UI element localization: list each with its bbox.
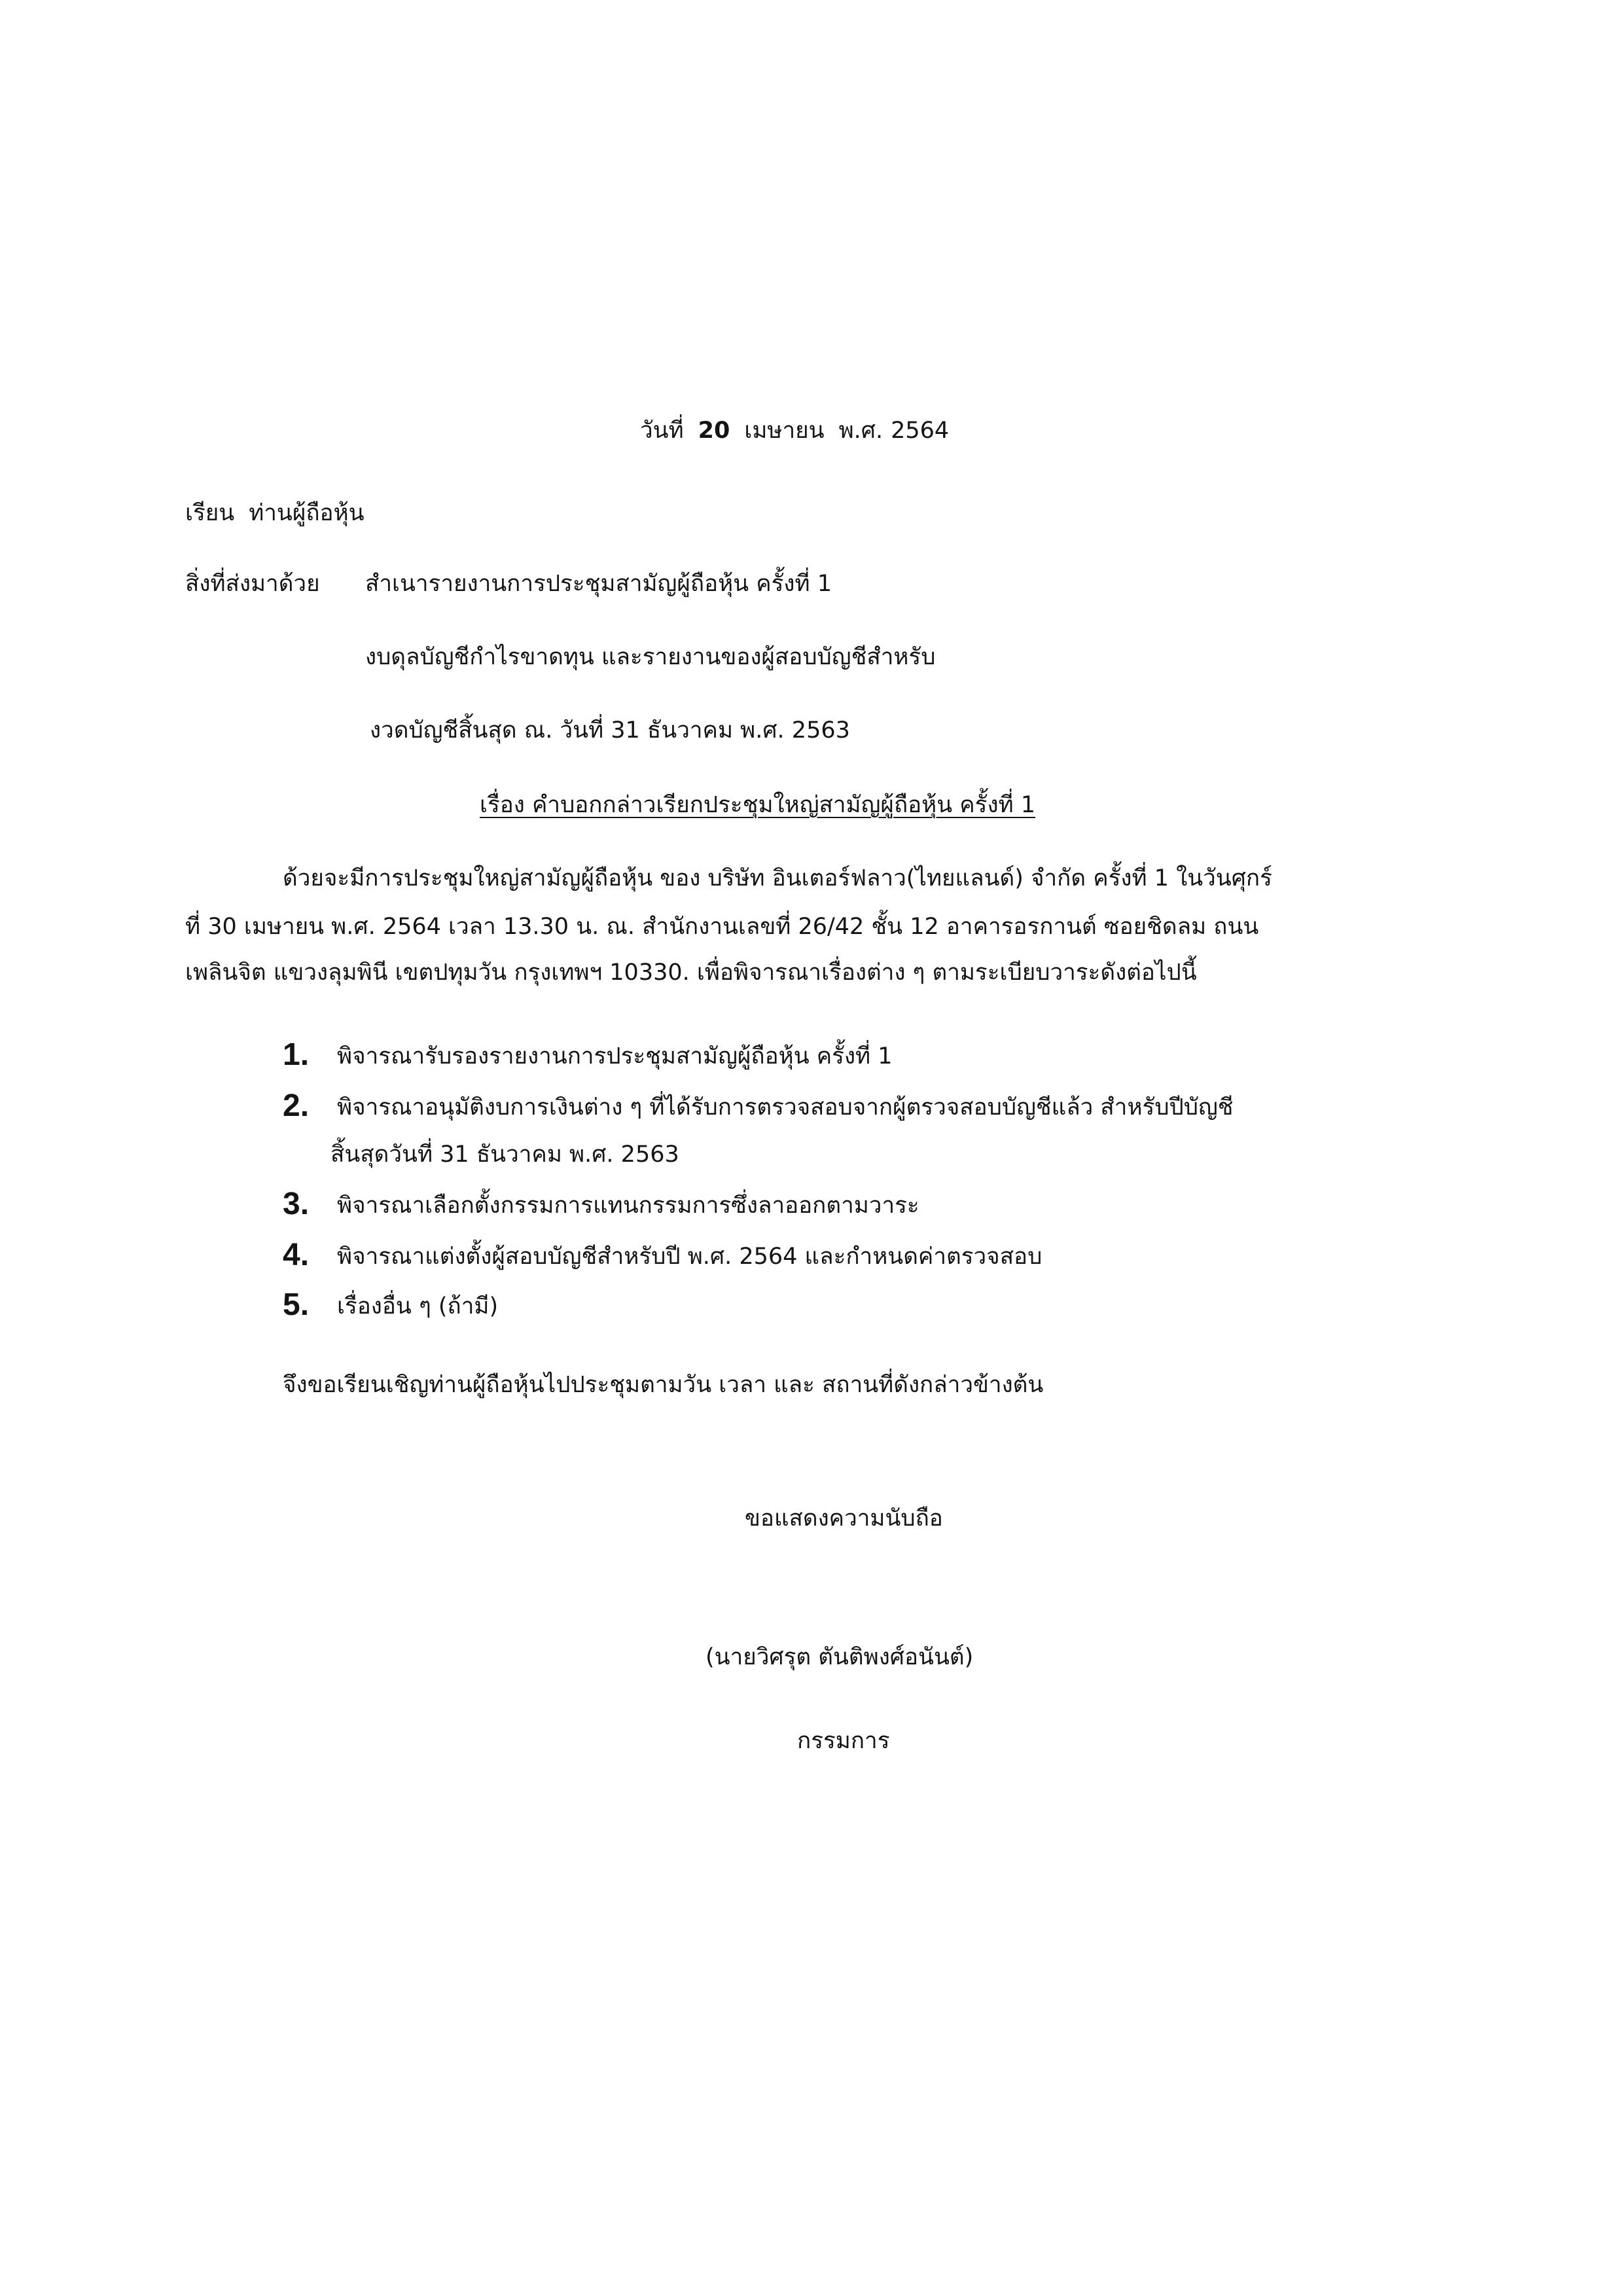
closing-text: ขอแสดงความนับถือ	[745, 1505, 943, 1532]
date-day: 20	[698, 418, 730, 444]
enclosure-item: งวดบัญชีสิ้นสุด ณ. วันที่ 31 ธันวาคม พ.ศ. 2563	[370, 717, 850, 744]
agenda-text: พิจารณาแต่งตั้งผู้สอบบัญชีสำหรับปี พ.ศ. 2564 และกำหนดค่าตรวจสอบ	[337, 1244, 1043, 1270]
subject-heading: เรื่อง คำบอกกล่าวเรียกประชุมใหญ่สามัญผู้ถือหุ้น ครั้งที่ 1	[480, 792, 1036, 818]
enclosure-item: งบดุลบัญชีกำไรขาดทุน และรายงานของผู้สอบบัญชีสำหรับ	[365, 644, 936, 670]
body-line: ที่ 30 เมษายน พ.ศ. 2564 เวลา 13.30 น. ณ. สำนักงานเลขที่ 26/42 ชั้น 12 อาคารอรกานต์ ซอยชิดลม ถนน	[185, 914, 1259, 940]
enclosures-label: สิ่งที่ส่งมาด้วย	[185, 571, 320, 597]
salutation	[185, 497, 365, 529]
date-year: 2564	[891, 418, 950, 444]
letter-date	[640, 415, 949, 446]
agenda-number: 1.	[283, 1037, 310, 1072]
enclosure-item: สำเนารายงานการประชุมสามัญผู้ถือหุ้น ครั้งที่ 1	[365, 571, 832, 597]
signatory-name: (นายวิศรุต ตันติพงศ์อนันต์)	[705, 1644, 974, 1670]
salutation-recipient: ท่านผู้ถือหุ้น	[249, 500, 365, 526]
invitation-text: จึงขอเรียนเชิญท่านผู้ถือหุ้นไปประชุมตามวัน เวลา และ สถานที่ดังกล่าวข้างต้น	[283, 1372, 1044, 1398]
signatory-title: กรรมการ	[797, 1728, 890, 1754]
agenda-number: 3.	[283, 1187, 310, 1221]
agenda-text: พิจารณาเลือกตั้งกรรมการแทนกรรมการซึ่งลาออกตามวาระ	[337, 1193, 919, 1219]
agenda-text: เรื่องอื่น ๆ (ถ้ามี)	[337, 1293, 499, 1319]
agenda-number: 2.	[283, 1088, 310, 1123]
agenda-number: 5.	[283, 1287, 310, 1322]
agenda-text: พิจารณารับรองรายงานการประชุมสามัญผู้ถือหุ้น ครั้งที่ 1	[337, 1043, 893, 1069]
agenda-text: สิ้นสุดวันที่ 31 ธันวาคม พ.ศ. 2563	[330, 1141, 679, 1168]
agenda-number: 4.	[283, 1238, 310, 1272]
body-line: ด้วยจะมีการประชุมใหญ่สามัญผู้ถือหุ้น ของ บริษัท อินเตอร์ฟลาว(ไทยแลนด์) จำกัด ครั้งที่ 1 ในวันศุกร์	[283, 865, 1272, 891]
date-prefix: วันที่	[640, 418, 684, 444]
body-line: เพลินจิต แขวงลุมพินี เขตปทุมวัน กรุงเทพฯ 10330. เพื่อพิจารณาเรื่องต่าง ๆ ตามระเบียบวาระดังต่อไปนี้	[185, 960, 1197, 986]
salutation-label: เรียน	[185, 500, 235, 526]
date-era: พ.ศ.	[838, 418, 883, 444]
date-month: เมษายน	[744, 418, 825, 444]
agenda-text: พิจารณาอนุมัติงบการเงินต่าง ๆ ที่ได้รับการตรวจสอบจากผู้ตรวจสอบบัญชีแล้ว สำหรับปีบัญชี	[337, 1094, 1234, 1121]
